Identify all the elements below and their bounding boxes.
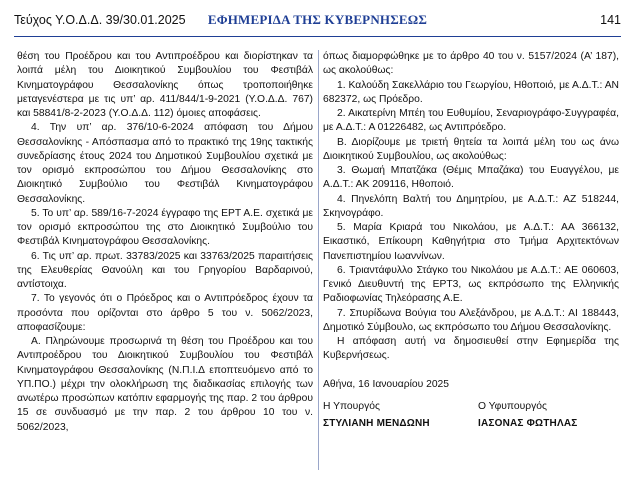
member-5: 5. Μαρία Κριαρά του Νικολάου, με Α.Δ.Τ.: ΑΑ 366132, Εικαστικό, Επίκουρη Καθηγήτρια στο Τμήμα Αρχιτεκτόνων Πανεπιστημίου Ιωαννίνων.	[323, 222, 619, 262]
signatory-left-name: ΣΤΥΛΙΑΝΗ ΜΕΝΔΩΝΗ	[323, 417, 430, 429]
appointee-1: 1. Καλούδη Σακελλάριο του Γεωργίου, Ηθοποιό, με Α.Δ.Τ.: ΑΝ 682372, ως Πρόεδρο.	[323, 79, 619, 105]
paragraph-item-7: 7. Το γεγονός ότι ο Πρόεδρος και ο Αντιπρόεδρος έχουν τα προσόντα που ορίζονται στο άρθρο 5 του ν. 5062/2023, αποφασίζουμε:	[17, 293, 313, 333]
issue-reference: Τεύχος Υ.Ο.Δ.Δ. 39/30.01.2025	[14, 13, 186, 27]
member-7: 7. Σπυρίδωνα Βούγια του Αλεξάνδρου, με Α.Δ.Τ.: ΑΙ 188443, Δημοτικό Σύμβουλο, ως εκπρόσωπο του Δήμου Θεσσαλονίκης.	[323, 307, 619, 333]
paragraph-decision-b: Β. Διορίζουμε με τριετή θητεία τα λοιπά μέλη του ως άνω Διοικητικού Συμβουλίου, ως ακολούθως:	[323, 136, 619, 162]
appointee-2: 2. Αικατερίνη Μπέη του Ευθυμίου, Σεναριογράφο-Συγγραφέα, με Α.Δ.Τ.: Α 01226482, ως Αντιπρόεδρο.	[323, 108, 619, 134]
signatory-right-name: ΙΑΣΟΝΑΣ ΦΩΤΗΛΑΣ	[478, 417, 578, 429]
page-number: 141	[600, 13, 621, 27]
member-3: 3. Θωμαή Μπατζάκα (Θέμις Μπαζάκα) του Ευαγγέλου, με Α.Δ.Τ.: ΑΚ 209116, Ηθοποιό.	[323, 165, 619, 191]
member-6: 6. Τριαντάφυλλο Στάγκο του Νικολάου με Α.Δ.Τ.: ΑΕ 060603, Γενικό Διευθυντή της ΕΡΤ3, ως εκπρόσωπο της Ελληνικής Ραδιοφωνίας Τηλεόρασης Α.Ε.	[323, 264, 619, 305]
paragraph-decision-a: Α. Πληρώνουμε προσωρινά τη θέση του Προέδρου και του Αντιπροέδρου του Διοικητικού Συμβουλίου του Φεστιβάλ Κινηματογράφου Θεσσαλονίκης (Ν.Π.Ι.Δ εποπτευόμενο από το ΥΠ.ΠΟ.) μέχρι την ολοκλήρωση της διαδικασίας επιλογής των ανωτέρω προσώπων κατόπιν εφαρμογής της παρ. 2 του άρθρου 15 σε συνδυασμό με την παρ. 2 του άρθρου 10 του ν. 5062/2023,	[17, 336, 313, 433]
member-4: 4. Πηνελόπη Βαλτή του Δημητρίου, με Α.Δ.Τ.: ΑΖ 518244, Σκηνογράφο.	[323, 193, 619, 219]
publication-clause: Η απόφαση αυτή να δημοσιευθεί στην Εφημερίδα της Κυβερνήσεως.	[323, 336, 619, 362]
paragraph-item-4: 4. Την υπ’ αρ. 376/10-6-2024 απόφαση του Δήμου Θεσσαλονίκης - Απόσπασμα από το πρακτικό της 19ης τακτικής συνεδρίασης έτους 2024 του Δημοτικού Συμβουλίου σχετικά με τον ορισμό εκπροσώπου του Δήμου Θεσσαλονίκης στο Διοικητικό Συμβούλιο του Φεστιβάλ Κινηματογράφου Θεσσαλονίκης.	[17, 122, 313, 205]
paragraph-item-5: 5. Το υπ’ αρ. 589/16-7-2024 έγγραφο της ΕΡΤ Α.Ε. σχετικά με τον ορισμό εκπροσώπου της στο Διοικητικό Συμβούλιο του Φεστιβάλ Κινηματογράφου Θεσσαλονίκης.	[17, 207, 313, 248]
column-divider	[318, 50, 319, 470]
signatory-left-title: Η Υπουργός	[323, 400, 380, 412]
header-rule	[14, 36, 621, 37]
paragraph-continuation: θέση του Προέδρου και του Αντιπροέδρου και διορίστηκαν τα λοιπά μέλη του Διοικητικού Συμβουλίου του Φεστιβάλ Κινηματογράφου Θεσσαλονίκης όπως τροποποιήθηκε μεταγενέστερα με τις υπ’ αρ. 411/844/1-9-2021 (Υ.Ο.Δ.Δ. 767) και 58841/8-2-2023 (Υ.Ο.Δ.Δ. 112) όμοιες αποφάσεις.	[17, 51, 313, 119]
gazette-title: ΕΦΗΜΕΡΙΔΑ ΤΗΣ ΚΥΒΕΡΝΗΣΕΩΣ	[207, 12, 428, 27]
page-header	[14, 6, 621, 34]
signing-date: Αθήνα, 16 Ιανουαρίου 2025	[323, 378, 450, 390]
left-column	[17, 50, 313, 435]
paragraph-continuation-right: όπως διαμορφώθηκε με το άρθρο 40 του ν. 5157/2024 (Α’ 187), ως ακολούθως:	[323, 51, 619, 77]
paragraph-item-6: 6. Τις υπ’ αρ. πρωτ. 33783/2025 και 33763/2025 παραιτήσεις της Ελευθερίας Θανούλη και του Γρηγορίου Βαρδαρινού, αντίστοιχα.	[17, 250, 313, 290]
signatures	[323, 400, 619, 432]
signatory-right-title: Ο Υφυπουργός	[478, 400, 547, 412]
right-column	[323, 50, 619, 432]
